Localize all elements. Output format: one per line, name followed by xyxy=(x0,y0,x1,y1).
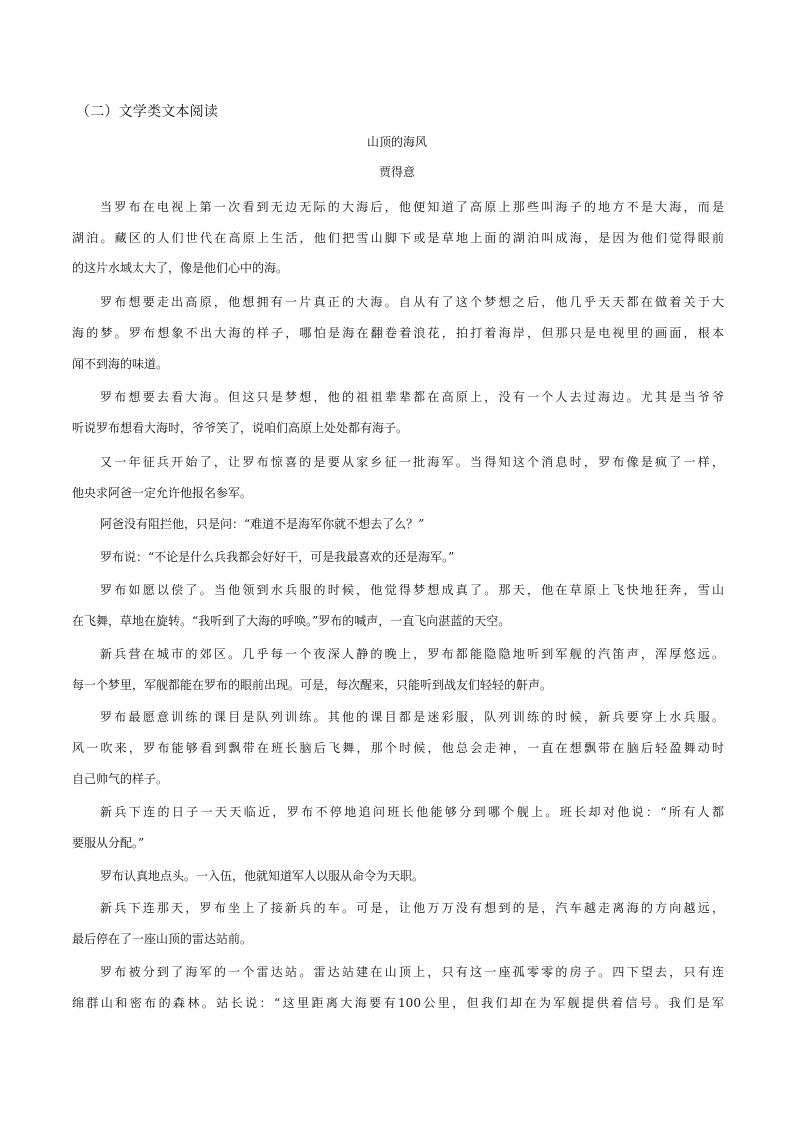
paragraph-line: 新兵下连那天，罗布坐上了接新兵的车。可是，让他万万没有想到的是，汽车越走离海的方向越远， xyxy=(100,901,724,915)
paragraph-line: 海的梦。罗布想象不出大海的样子，哪怕是海在翻卷着浪花，拍打着海岸，但那只是电视里的画面，根本 xyxy=(72,326,724,340)
paragraph-line: 闻不到海的味道。 xyxy=(72,357,169,371)
paragraph-line: 罗布想要去看大海。但这只是梦想，他的祖祖辈辈都在高原上，没有一个人去过海边。尤其是当爷爷 xyxy=(100,390,724,404)
paragraph-line: 新兵营在城市的郊区。几乎每一个夜深人静的晚上，罗布都能隐隐地听到军舰的汽笛声，浑厚悠远。 xyxy=(100,647,724,661)
paragraph-line: 罗布认真地点头。一入伍，他就知道军人以服从命令为天职。 xyxy=(100,869,425,883)
paragraph-line: 罗布说：“不论是什么兵我都会好好干，可是我最喜欢的还是海军。” xyxy=(100,550,455,564)
paragraph-line: 绵群山和密布的森林。站长说：“这里距离大海要有100公里，但我们却在为军舰提供着信号。我们是军 xyxy=(72,996,724,1010)
paragraph-line: 风一吹来，罗布能够看到飘带在班长脑后飞舞，那个时候，他总会走神，一直在想飘带在脑后轻盈舞动时 xyxy=(72,741,724,755)
section-heading: （二）文学类文本阅读 xyxy=(76,104,218,120)
paragraph-line: 的这片水域太大了，像是他们心中的海。 xyxy=(72,261,289,275)
paragraph-line: 要服从分配。” xyxy=(72,836,145,850)
paragraph-line: 罗布想要走出高原，他想拥有一片真正的大海。自从有了这个梦想之后，他几乎天天都在做着关于大 xyxy=(100,295,724,309)
story-author: 贾得意 xyxy=(378,165,415,179)
paragraph-line: 罗布最愿意训练的课目是队列训练。其他的课目都是迷彩服，队列训练的时候，新兵要穿上水兵服。 xyxy=(100,710,724,724)
story-title: 山顶的海风 xyxy=(366,135,427,149)
paragraph-line: 他央求阿爸一定允许他报名参军。 xyxy=(72,486,253,500)
paragraph-line: 罗布如愿以偿了。当他领到水兵服的时候，他觉得梦想成真了。那天，他在草原上飞快地狂奔，雪山 xyxy=(100,583,724,597)
paragraph-line: 又一年征兵开始了，让罗布惊喜的是要从家乡征一批海军。当得知这个消息时，罗布像是疯了一样， xyxy=(100,455,724,469)
paragraph-line: 阿爸没有阻拦他，只是问：“难道不是海军你就不想去了么？” xyxy=(100,517,425,531)
paragraph-line: 每一个梦里，军舰都能在罗布的眼前出现。可是，每次醒来，只能听到战友们轻轻的鼾声。 xyxy=(72,678,553,692)
paragraph-line: 罗布被分到了海军的一个雷达站。雷达站建在山顶上，只有这一座孤零零的房子。四下望去，只有连 xyxy=(100,965,724,979)
paragraph-line: 湖泊。藏区的人们世代在高原上生活，他们把雪山脚下或是草地上面的湖泊叫成海，是因为他们觉得眼前 xyxy=(72,231,724,245)
paragraph-line: 在飞舞，草地在旋转。“我听到了大海的呼唤。”罗布的喊声，一直飞向湛蓝的天空。 xyxy=(72,614,511,628)
paragraph-line: 当罗布在电视上第一次看到无边无际的大海后，他便知道了高原上那些叫海子的地方不是大海，而是 xyxy=(100,200,724,214)
paragraph-line: 听说罗布想看大海时，爷爷笑了，说咱们高原上处处都有海子。 xyxy=(72,421,409,435)
paragraph-line: 自己帅气的样子。 xyxy=(72,772,169,786)
paragraph-line: 最后停在了一座山顶的雷达站前。 xyxy=(72,932,253,946)
paragraph-line: 新兵下连的日子一天天临近，罗布不停地追问班长他能够分到哪个舰上。班长却对他说：“所有人都 xyxy=(100,805,724,819)
